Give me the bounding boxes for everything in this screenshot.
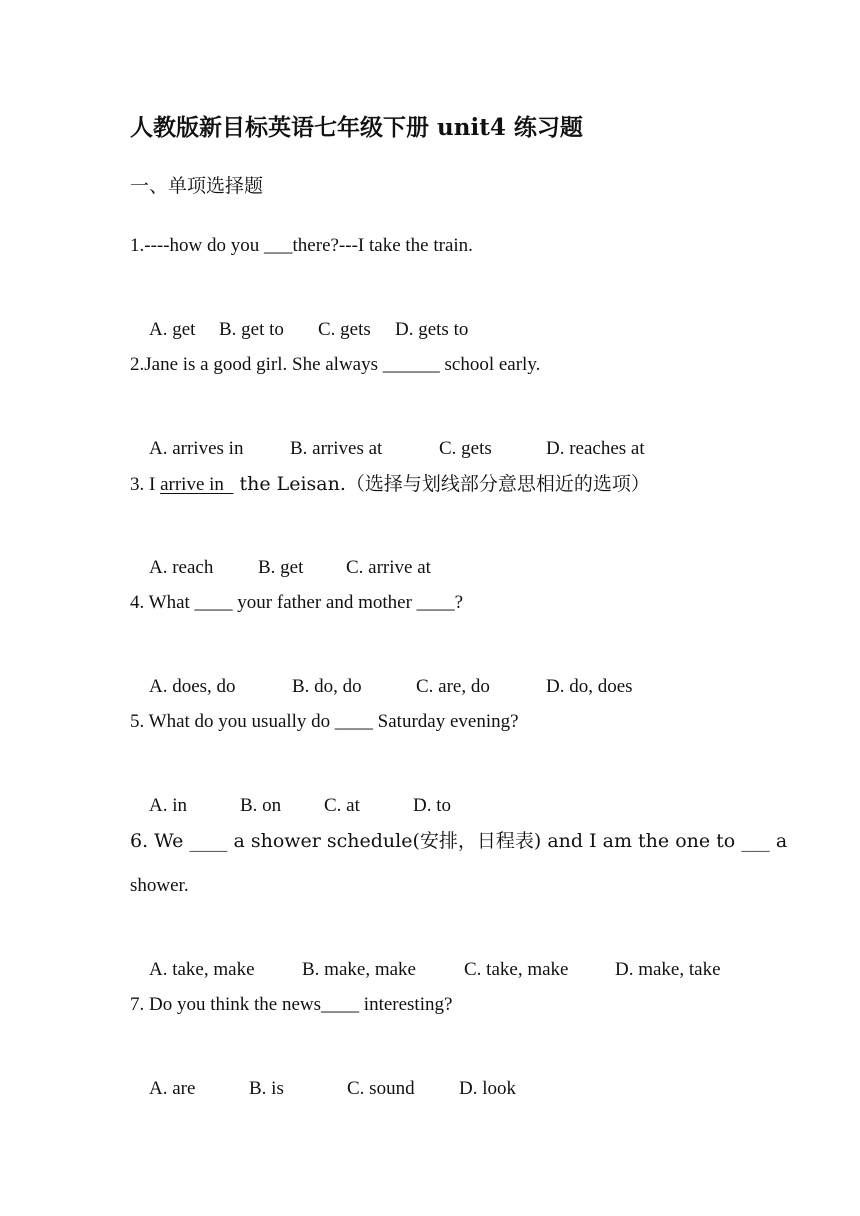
option-b: B. get	[258, 557, 304, 578]
option-b: B. is	[249, 1078, 284, 1099]
option-c: C. gets	[439, 438, 492, 459]
question-7-stem: 7. Do you think the news____ interesting?	[130, 994, 453, 1015]
option-d: D. reaches at	[546, 438, 645, 459]
option-a: A. take, make	[149, 959, 255, 980]
section-heading: 一、单项选择题	[130, 175, 264, 197]
option-c: C. are, do	[416, 676, 490, 697]
option-d: D. do, does	[546, 676, 633, 697]
option-b: B. make, make	[302, 959, 416, 980]
option-c: C. gets	[318, 319, 371, 340]
question-7-options	[130, 1053, 516, 1125]
option-d: D. to	[413, 795, 451, 816]
option-b: B. on	[240, 795, 282, 816]
option-d: D. make, take	[615, 959, 721, 980]
question-4-stem: 4. What ____ your father and mother ____?	[130, 592, 464, 613]
option-a: A. in	[149, 795, 187, 816]
question-3-underlined-phrase: arrive in	[160, 474, 234, 495]
question-5-stem: 5. What do you usually do ____ Saturday evening?	[130, 711, 519, 732]
question-3-stem	[130, 472, 650, 497]
option-c: C. at	[324, 795, 360, 816]
option-c: C. arrive at	[346, 557, 431, 578]
option-a: A. arrives in	[149, 438, 244, 459]
option-a: A. get	[149, 319, 196, 340]
option-c: C. sound	[347, 1078, 415, 1099]
option-d: D. gets to	[395, 319, 469, 340]
document-title: 人教版新目标英语七年级下册 unit4 练习题	[130, 114, 583, 141]
question-3-prefix: 3. I	[130, 474, 161, 495]
option-a: A. reach	[149, 557, 214, 578]
question-6-stem-line-1: 6. We ____ a shower schedule(安排，日程表) and I am the one to ___ a	[130, 830, 788, 852]
option-b: B. get to	[219, 319, 284, 340]
question-1-stem: 1.----how do you ___there?---I take the train.	[130, 235, 473, 256]
option-b: B. do, do	[292, 676, 362, 697]
option-d: D. look	[459, 1078, 516, 1099]
question-2-stem: 2.Jane is a good girl. She always ______ school early.	[130, 354, 541, 375]
option-a: A. are	[149, 1078, 196, 1099]
option-a: A. does, do	[149, 676, 236, 697]
question-6-stem-line-2: shower.	[130, 875, 189, 896]
option-b: B. arrives at	[290, 438, 383, 459]
option-c: C. take, make	[464, 959, 569, 980]
question-3-suffix: the Leisan.（选择与划线部分意思相近的选项）	[233, 473, 650, 495]
